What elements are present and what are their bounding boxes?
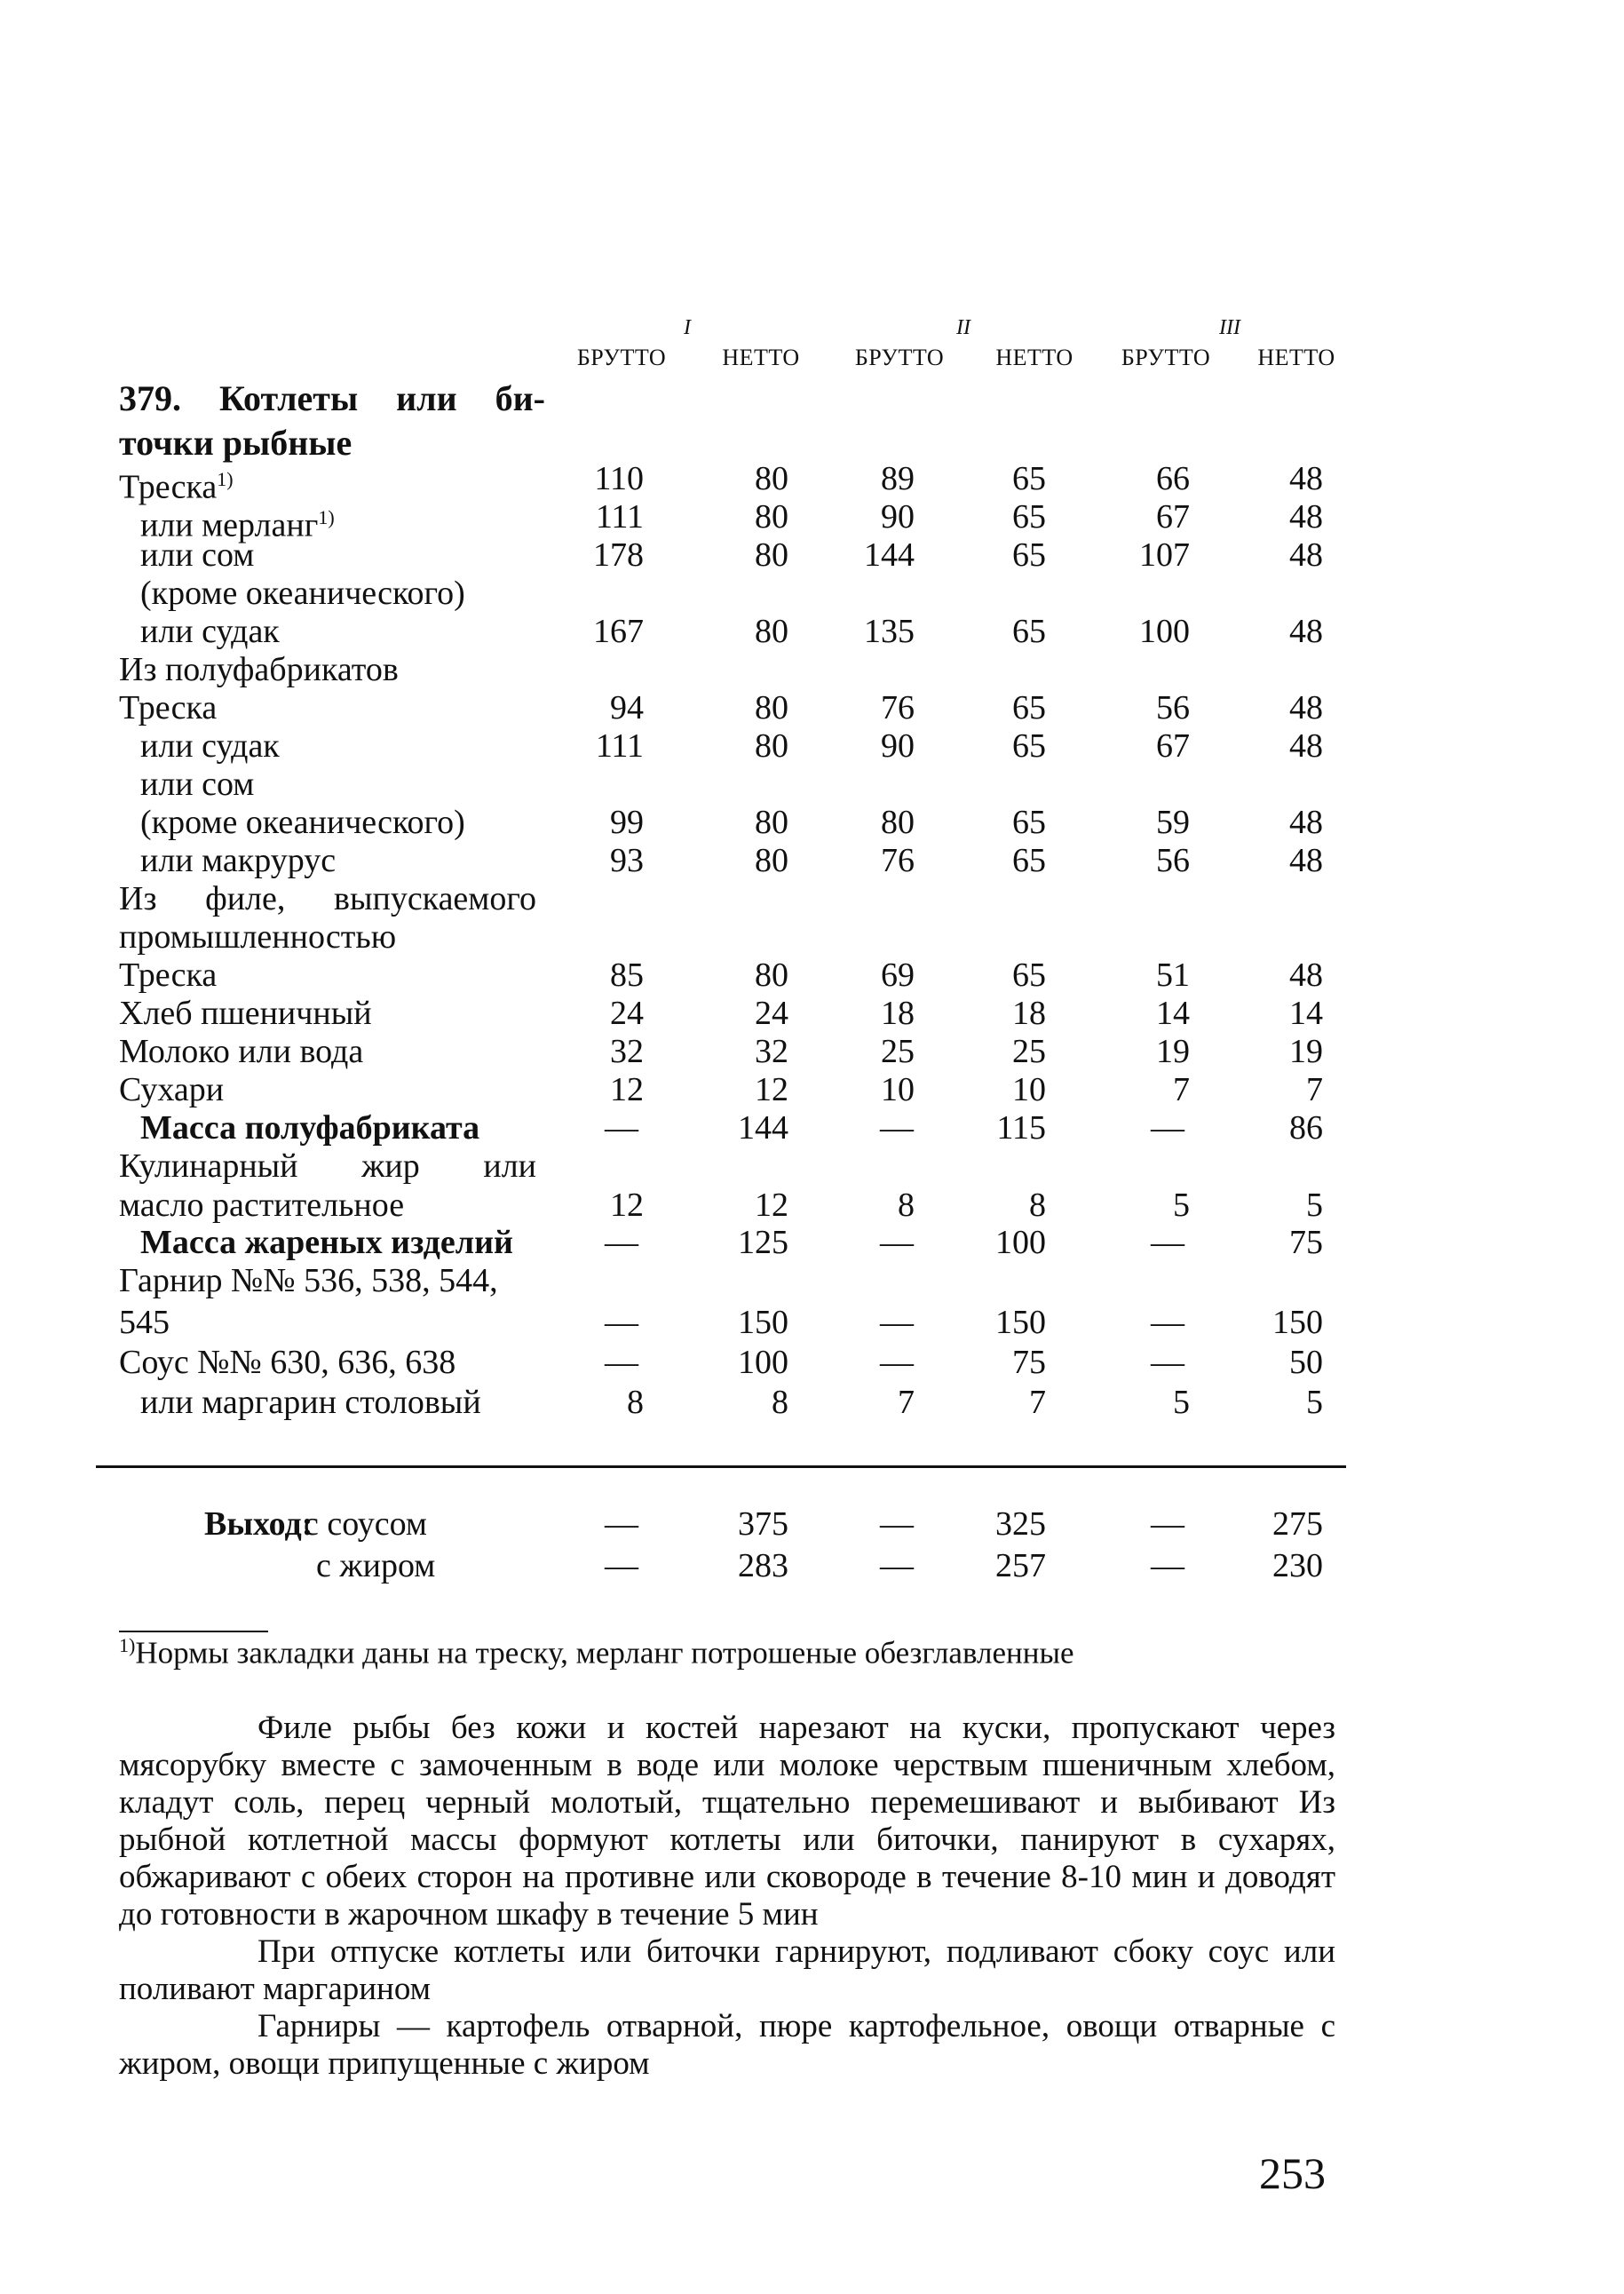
yield-cell: 230 [1272, 1547, 1323, 1584]
table-cell: 14 [1289, 995, 1323, 1032]
col-header-brutto-3: БРУТТО [1121, 345, 1211, 370]
row-label-text: или сом [140, 766, 255, 803]
table-cell: 48 [1289, 498, 1323, 536]
table-cell: 76 [881, 689, 915, 726]
table-cell: 80 [755, 689, 788, 726]
table-cell: 66 [1156, 460, 1190, 497]
table-cell: 8 [898, 1187, 915, 1224]
table-cell: 65 [1012, 689, 1046, 726]
row-label [119, 1262, 536, 1300]
table-cell: 94 [610, 689, 644, 726]
table-row [0, 956, 1624, 995]
yield-cell: — [880, 1547, 914, 1584]
row-label [140, 536, 558, 575]
table-row [0, 613, 1624, 651]
table-cell: 65 [1012, 536, 1046, 574]
table-cell: 144 [864, 536, 915, 574]
row-label-text: Масса полуфабриката [140, 1109, 480, 1147]
table-cell: 7 [1029, 1384, 1046, 1421]
row-label [119, 880, 536, 918]
table-cell: — [1151, 1304, 1184, 1341]
col-header-netto-1: НЕТТО [722, 345, 800, 370]
row-label-text: или макрурус [140, 842, 337, 879]
group-label-3: III [1219, 316, 1240, 339]
table-cell: 65 [1012, 460, 1046, 497]
table-cell: 111 [595, 498, 644, 536]
table-cell: 89 [881, 460, 915, 497]
table-cell: 19 [1156, 1033, 1190, 1070]
table-cell: 93 [610, 842, 644, 879]
table-cell: 48 [1289, 956, 1323, 994]
table-cell: — [1151, 1109, 1184, 1147]
table-cell: 80 [755, 804, 788, 841]
row-label [140, 1384, 558, 1422]
table-cell: — [1151, 1344, 1184, 1381]
table-cell: 80 [755, 613, 788, 650]
table-cell: 150 [1272, 1304, 1323, 1341]
row-label [119, 1187, 536, 1225]
table-cell: 67 [1156, 498, 1190, 536]
row-label-text: Молоко или вода [119, 1033, 364, 1070]
table-bottom-rule [96, 1465, 1346, 1468]
table-cell: 48 [1289, 536, 1323, 574]
row-label-text: (кроме океанического) [140, 804, 465, 841]
table-cell: 50 [1289, 1344, 1323, 1381]
recipe-description [119, 1710, 1335, 2083]
table-cell: 14 [1156, 995, 1190, 1032]
table-row [0, 1033, 1624, 1071]
paragraph-garnish: Гарниры — картофель отварной, пюре картофельное, овощи отварные с жиром, овощи припущенные с жиром [119, 2008, 1335, 2082]
table-cell: 86 [1289, 1109, 1323, 1147]
table-cell: 12 [610, 1071, 644, 1108]
yield-cell: 283 [738, 1547, 788, 1584]
group-label-2: II [956, 316, 970, 339]
table-row [0, 1109, 1624, 1147]
table-cell: 75 [1012, 1344, 1046, 1381]
table-cell: 8 [627, 1384, 644, 1421]
table-cell: 76 [881, 842, 915, 879]
yield-cell: 325 [995, 1505, 1046, 1543]
table-cell: 12 [755, 1187, 788, 1224]
group-label-1: I [684, 316, 691, 339]
table-row [0, 804, 1624, 842]
row-label [140, 1109, 558, 1147]
row-label-text: Треска [119, 956, 218, 994]
table-cell: 100 [738, 1344, 788, 1381]
yield-row [0, 1545, 1624, 1586]
table-cell: 32 [610, 1033, 644, 1070]
table-cell: 69 [881, 956, 915, 994]
table-cell: 7 [1306, 1071, 1323, 1108]
yield-cell: 375 [738, 1505, 788, 1543]
row-label [140, 842, 558, 880]
table-cell: 7 [898, 1384, 915, 1421]
table-row [0, 1187, 1624, 1225]
recipe-title-line2: точки рыбные [119, 423, 353, 463]
table-row [0, 651, 1624, 689]
footnote-text: Нормы закладки даны на треску, мерланг потрошеные обезглавленные [135, 1635, 1074, 1671]
footnote-ref: 1) [318, 506, 335, 528]
row-label-text: или мерланг [140, 506, 319, 544]
row-label-text: Гарнир №№ 536, 538, 544, [119, 1262, 498, 1299]
row-label-text: масло растительное [119, 1187, 405, 1224]
table-cell: 12 [755, 1071, 788, 1108]
row-label [140, 613, 558, 651]
row-label [119, 1033, 536, 1071]
table-cell: 111 [595, 727, 644, 765]
table-cell: 48 [1289, 613, 1323, 650]
row-label-text: или судак [140, 613, 280, 650]
table-row [0, 1384, 1624, 1422]
table-cell: — [605, 1224, 638, 1261]
row-label [119, 1147, 536, 1186]
footnote-mark: 1) [119, 1634, 136, 1656]
table-cell: 90 [881, 727, 915, 765]
table-cell: 5 [1306, 1384, 1323, 1421]
table-cell: 178 [593, 536, 644, 574]
table-cell: 48 [1289, 689, 1323, 726]
col-header-brutto-2: БРУТТО [854, 345, 945, 370]
table-cell: 24 [610, 995, 644, 1032]
row-label-text: или сом [140, 536, 255, 574]
table-cell: 80 [755, 498, 788, 536]
table-row [0, 460, 1624, 506]
yield-cell: 257 [995, 1547, 1046, 1584]
table-cell: 8 [1029, 1187, 1046, 1224]
yield-cell: — [605, 1547, 638, 1584]
table-cell: — [880, 1344, 914, 1381]
table-row [0, 842, 1624, 880]
table-row [0, 1147, 1624, 1186]
table-cell: — [1151, 1224, 1184, 1261]
table-cell: 65 [1012, 613, 1046, 650]
table-cell: 56 [1156, 842, 1190, 879]
table-cell: 59 [1156, 804, 1190, 841]
table-row [0, 766, 1624, 804]
yield-label: Выход: [204, 1505, 313, 1543]
table-cell: 75 [1289, 1224, 1323, 1261]
table-cell: 65 [1012, 956, 1046, 994]
table-row [0, 1262, 1624, 1300]
yield-row-label: с жиром [316, 1547, 436, 1584]
table-cell: 167 [593, 613, 644, 650]
table-cell: 5 [1306, 1187, 1323, 1224]
table-cell: 80 [755, 727, 788, 765]
table-cell: 8 [772, 1384, 788, 1421]
table-cell: 56 [1156, 689, 1190, 726]
table-cell: — [880, 1109, 914, 1147]
table-cell: 10 [881, 1071, 915, 1108]
footnote-ref: 1) [217, 468, 234, 490]
table-cell: 80 [755, 460, 788, 497]
table-cell: 65 [1012, 804, 1046, 841]
table-cell: — [605, 1344, 638, 1381]
row-label-text: Треска [119, 468, 218, 506]
table-cell: 80 [755, 842, 788, 879]
table-cell: 5 [1173, 1187, 1190, 1224]
table-row [0, 1344, 1624, 1382]
table-cell: 19 [1289, 1033, 1323, 1070]
table-cell: — [605, 1109, 638, 1147]
table-cell: 12 [610, 1187, 644, 1224]
table-cell: 32 [755, 1033, 788, 1070]
table-cell: 67 [1156, 727, 1190, 765]
table-cell: 99 [610, 804, 644, 841]
paragraph-serving: При отпуске котлеты или биточки гарнируют, подливают сбоку соус или поливают маргарином [119, 1933, 1335, 2007]
table-row [0, 689, 1624, 727]
yield-cell: — [1151, 1547, 1184, 1584]
table-row [0, 995, 1624, 1033]
row-label [119, 1304, 536, 1342]
table-cell: 135 [864, 613, 915, 650]
table-cell: 65 [1012, 842, 1046, 879]
table-row [0, 1224, 1624, 1262]
yield-cell: — [1151, 1505, 1184, 1543]
table-row [0, 498, 1624, 544]
table-cell: 24 [755, 995, 788, 1032]
table-row [0, 727, 1624, 766]
yield-cell: — [880, 1505, 914, 1543]
table-row [0, 575, 1624, 613]
row-label-text: Масса жареных изделий [140, 1224, 513, 1261]
recipe-title-line1: 379. Котлеты или би- [119, 378, 545, 418]
row-label [140, 727, 558, 766]
row-label-text: или судак [140, 727, 280, 765]
row-label [119, 956, 536, 995]
yield-cell: 275 [1272, 1505, 1323, 1543]
row-label-text: или маргарин столовый [140, 1384, 481, 1421]
row-label-text: Хлеб пшеничный [119, 995, 372, 1032]
row-label-text: (кроме океанического) [140, 575, 465, 612]
table-cell: 85 [610, 956, 644, 994]
table-cell: 115 [996, 1109, 1046, 1147]
table-row [0, 1304, 1624, 1342]
table-cell: 18 [881, 995, 915, 1032]
row-label [119, 1071, 536, 1109]
table-cell: 100 [1139, 613, 1190, 650]
row-label-text: 545 [119, 1304, 170, 1341]
page-number: 253 [1259, 2148, 1326, 2198]
table-cell: 150 [738, 1304, 788, 1341]
table-cell: 144 [738, 1109, 788, 1147]
table-cell: 5 [1173, 1384, 1190, 1421]
table-cell: 110 [594, 460, 644, 497]
table-cell: 80 [755, 956, 788, 994]
table-cell: 48 [1289, 727, 1323, 765]
table-cell: 65 [1012, 727, 1046, 765]
table-cell: 7 [1173, 1071, 1190, 1108]
table-row [0, 880, 1624, 918]
yield-cell: — [605, 1505, 638, 1543]
table-cell: 80 [881, 804, 915, 841]
table-cell: 25 [881, 1033, 915, 1070]
yield-row [0, 1504, 1624, 1544]
row-label [140, 766, 558, 804]
table-cell: 80 [755, 536, 788, 574]
table-cell: 48 [1289, 460, 1323, 497]
table-cell: 90 [881, 498, 915, 536]
table-cell: 100 [995, 1224, 1046, 1261]
col-header-netto-2: НЕТТО [995, 345, 1073, 370]
row-label-text: Из полуфабрикатов [119, 651, 399, 688]
row-label [119, 689, 536, 727]
table-cell: 107 [1139, 536, 1190, 574]
table-cell: 18 [1012, 995, 1046, 1032]
table-cell: 65 [1012, 498, 1046, 536]
row-label [119, 995, 536, 1033]
row-label [119, 918, 536, 956]
table-cell: 48 [1289, 804, 1323, 841]
table-cell: — [880, 1304, 914, 1341]
table-cell: — [880, 1224, 914, 1261]
row-label-text: Кулинарный жир или [119, 1147, 536, 1185]
row-label-text: Соус №№ 630, 636, 638 [119, 1344, 456, 1381]
row-label-text: Сухари [119, 1071, 225, 1108]
table-cell: — [605, 1304, 638, 1341]
row-label-text: промышленностью [119, 918, 397, 956]
footnote [119, 1634, 1074, 1671]
table-cell: 48 [1289, 842, 1323, 879]
table-row [0, 1071, 1624, 1109]
table-cell: 25 [1012, 1033, 1046, 1070]
table-row [0, 536, 1624, 575]
row-label [140, 575, 558, 613]
row-label [119, 1344, 536, 1382]
table-cell: 150 [995, 1304, 1046, 1341]
col-header-netto-3: НЕТТО [1257, 345, 1335, 370]
table-cell: 125 [738, 1224, 788, 1261]
row-label [140, 804, 558, 842]
yield-row-label: с соусом [304, 1505, 427, 1543]
table-row [0, 918, 1624, 956]
row-label [119, 651, 536, 689]
row-label-text: Из филе, выпускаемого [119, 880, 536, 917]
col-header-brutto-1: БРУТТО [576, 345, 667, 370]
footnote-rule [119, 1631, 268, 1632]
table-cell: 51 [1156, 956, 1190, 994]
table-cell: 10 [1012, 1071, 1046, 1108]
row-label [140, 1224, 558, 1262]
row-label-text: Треска [119, 689, 218, 726]
paragraph-preparation: Филе рыбы без кожи и костей нарезают на куски, пропускают через мясорубку вместе с замоченным в воде или молоке черствым пшеничным хлебом, кладут соль, перец черный молотый, тщательно перемешивают и выбивают Из рыбной котлетной массы формуют котлеты или биточки, панируют в сухарях, обжаривают с обеих сторон на противне или сковороде в течение 8-10 мин и доводят до готовности в жарочном шкафу в течение 5 мин [119, 1710, 1335, 1933]
